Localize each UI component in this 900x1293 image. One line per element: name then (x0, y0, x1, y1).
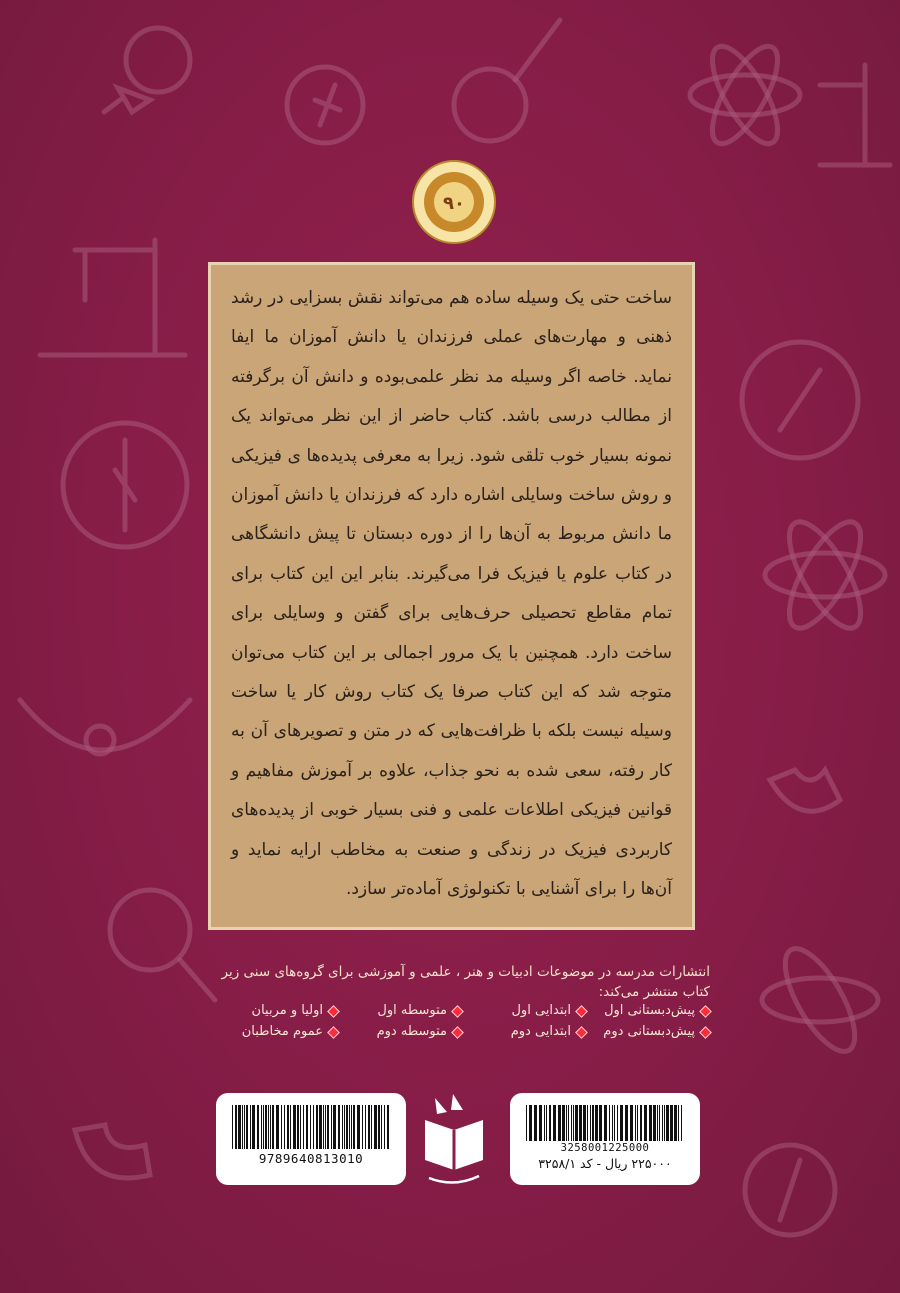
barcode-bar (587, 1105, 588, 1141)
anniversary-badge-icon (412, 160, 496, 244)
barcode-bar (566, 1105, 567, 1141)
barcode-bar (263, 1105, 264, 1149)
atom-icon (690, 37, 800, 152)
barcode-bar (353, 1105, 355, 1149)
lightbulb-icon (104, 28, 190, 112)
barcode-bar (526, 1105, 527, 1141)
barcode-bar (579, 1105, 582, 1141)
barcode-bars (230, 1105, 392, 1149)
barcode-bar (371, 1105, 372, 1149)
barcode-bar (297, 1105, 299, 1149)
barcode-bar (534, 1105, 537, 1141)
diamond-bullet-icon (451, 1005, 464, 1018)
barcode-bar (558, 1105, 561, 1141)
barcode-bar (242, 1105, 243, 1149)
age-group-item: ابتدایی اول (466, 1002, 586, 1020)
barcode-bar (653, 1105, 656, 1141)
atom-icon (762, 939, 878, 1061)
age-group-item: ابتدایی دوم (466, 1023, 586, 1041)
barcode-bar (640, 1105, 642, 1141)
barcode-bar (374, 1105, 377, 1149)
barcode-bar (378, 1105, 380, 1149)
barcode-bar (387, 1105, 389, 1149)
age-group-item: عموم مخاطبان (218, 1023, 338, 1041)
publisher-info-text: انتشارات مدرسه در موضوعات ادبیات و هنر ، علمی و آموزشی برای گروه‌های سنی زیر کتاب منتشر می‌کند: (221, 964, 710, 1000)
barcode-bar (257, 1105, 259, 1149)
age-group-item: پیش‌دبستانی دوم (590, 1023, 710, 1041)
barcode-bar (583, 1105, 586, 1141)
barcode-bar (272, 1105, 274, 1149)
barcode-bar (546, 1105, 547, 1141)
barcode-bar (323, 1105, 324, 1149)
barcode-bar (571, 1105, 572, 1141)
barcode-bar (678, 1105, 679, 1141)
barcode-bar (281, 1105, 282, 1149)
barcode-bar (265, 1105, 267, 1149)
diamond-bullet-icon (451, 1026, 464, 1039)
barcode-bar (244, 1105, 245, 1149)
lab-stand-icon (820, 65, 890, 165)
barcode-bar (625, 1105, 628, 1141)
age-group-list (215, 1002, 710, 1041)
diamond-bullet-icon (699, 1026, 712, 1039)
diamond-bullet-icon (327, 1026, 340, 1039)
compass-icon (745, 1145, 835, 1235)
publisher-logo-icon (415, 1090, 493, 1194)
barcode-bar (681, 1105, 682, 1141)
barcode-bar (620, 1105, 623, 1141)
barcode-bar (368, 1105, 370, 1149)
barcode-bar (338, 1105, 340, 1149)
barcode-bar (287, 1105, 289, 1149)
barcode-bar (232, 1105, 233, 1149)
barcode-bar (674, 1105, 677, 1141)
compass-icon (63, 423, 187, 547)
barcode-bar (351, 1105, 352, 1149)
barcode-bar (609, 1105, 610, 1141)
barcode-bar (662, 1105, 663, 1141)
price-label: ۲۲۵۰۰۰ ریال - کد ۳۲۵۸/۱ (538, 1156, 672, 1171)
barcode-bar (270, 1105, 271, 1149)
barcode-bar (595, 1105, 598, 1141)
barcode-bar (604, 1105, 607, 1141)
barcode-bar (246, 1105, 248, 1149)
isbn-number: 9789640813010 (258, 1151, 364, 1166)
barcode-bar (325, 1105, 326, 1149)
diamond-bullet-icon (575, 1026, 588, 1039)
atom-icon (765, 512, 885, 638)
diamond-bullet-icon (699, 1005, 712, 1018)
barcode-bar (276, 1105, 279, 1149)
age-group-item: پیش‌دبستانی اول (590, 1002, 710, 1020)
barcode-bar (261, 1105, 262, 1149)
barcode-bar (664, 1105, 665, 1141)
barcode-bar (539, 1105, 542, 1141)
barcode-bar (250, 1105, 251, 1149)
barcode-bar (316, 1105, 318, 1149)
barcode-bar (252, 1105, 255, 1149)
magnifier-icon (110, 890, 215, 1000)
barcode-bar (384, 1105, 385, 1149)
barcode-bar (575, 1105, 578, 1141)
barcode-bar (310, 1105, 311, 1149)
barcode-bar (331, 1105, 332, 1149)
barcode-bar (313, 1105, 314, 1149)
compass-icon (287, 67, 363, 143)
barcode-bar (612, 1105, 613, 1141)
barcode-bar (568, 1105, 569, 1141)
barcode-bar (635, 1105, 636, 1141)
barcode-bar (303, 1105, 304, 1149)
magnet-icon (75, 1125, 150, 1178)
barcode-bar (529, 1105, 532, 1141)
anniversary-number: ۹۰ (443, 193, 465, 214)
barcode-bar (637, 1105, 638, 1141)
diamond-bullet-icon (575, 1005, 588, 1018)
barcode-bar (657, 1105, 658, 1141)
age-group-item: متوسطه دوم (342, 1023, 462, 1041)
barcode-bar (306, 1105, 308, 1149)
magnifier-icon (454, 20, 560, 141)
barcode-bar (238, 1105, 241, 1149)
barcode-bar (549, 1105, 551, 1141)
barcode-bar (344, 1105, 345, 1149)
magnet-icon (770, 770, 840, 811)
barcode-bars (524, 1105, 686, 1141)
barcode-bar (268, 1105, 269, 1149)
barcode-bar (381, 1105, 382, 1149)
barcode-bar (599, 1105, 602, 1141)
barcode-bar (630, 1105, 633, 1141)
description-text: ساخت حتی یک وسیله ساده هم می‌تواند نقش بسزایی در رشد ذهنی و مهارت‌های عملی فرزندان یا دانش آموزان ما ایفا نماید. خاصه اگر وسیله مد نظر علمی‌بوده و دانش آن برگرفته از مطالب درسی باشد. کتاب حاضر از این نظر می‌تواند یک نمونه بسیار خوب تلقی شود. زیرا به معرفی پدیده‌ها ی فیزیکی و روش ساخت وسایلی اشاره دارد که فرزندان یا دانش آموزان ما دانش مربوط به آن‌ها را از دوره دبستان تا پیش دانشگاهی در کتاب علوم یا فیزیک فرا می‌گیرند. بنابر این این کتاب برای تمام مقاطع تحصیلی حرف‌هایی برای گفتن و وسایلی برای ساخت دارد. همچنین با یک مرور اجمالی بر این کتاب می‌توان متوجه شد که این کتاب صرفا یک کتاب روش کار یا ساخت وسیله نیست بلکه با ظرافت‌هایی که در متن و تصویرهای آن به کار رفته، سعی شده به نحو جذاب، علاوه بر آموزش مفاهیم و قوانین فیزیکی اطلاعات علمی و فنی بسیار خوبی از پدیده‌های کاربردی فیزیک در زندگی و صنعت به مخاطب ارایه نماید و آن‌ها را برای آشنایی با تکنولوژی آماده‌تر سازد. (231, 288, 672, 900)
barcode-bar (670, 1105, 673, 1141)
barcode-bar (342, 1105, 343, 1149)
price-code-number: 3258001225000 (560, 1142, 650, 1154)
barcode-bar (235, 1105, 237, 1149)
barcode-bar (300, 1105, 301, 1149)
barcode-bar (590, 1105, 591, 1141)
barcode-bar (614, 1105, 615, 1141)
barcode-bar (284, 1105, 285, 1149)
barcode-bar (644, 1105, 647, 1141)
barcode-bar (617, 1105, 618, 1141)
lab-stand-icon (40, 240, 185, 355)
barcode-bar (544, 1105, 545, 1141)
barcode-bar (562, 1105, 565, 1141)
compass-icon (742, 342, 858, 458)
barcode-bar (365, 1105, 366, 1149)
isbn-barcode (216, 1093, 406, 1185)
barcode-bar (290, 1105, 291, 1149)
barcode-bar (553, 1105, 556, 1141)
barcode-bar (362, 1105, 363, 1149)
barcode-bar (666, 1105, 669, 1141)
barcode-bar (349, 1105, 350, 1149)
barcode-bar (346, 1105, 348, 1149)
age-group-item: اولیا و مربیان (218, 1002, 338, 1020)
pendulum-icon (20, 700, 190, 754)
barcode-bar (592, 1105, 594, 1141)
barcode-bar (573, 1105, 574, 1141)
age-group-item: متوسطه اول (342, 1002, 462, 1020)
barcode-bar (649, 1105, 652, 1141)
barcode-bar (357, 1105, 360, 1149)
barcode-bar (327, 1105, 329, 1149)
barcode-bar (293, 1105, 296, 1149)
price-barcode (510, 1093, 700, 1185)
description-panel (208, 262, 695, 930)
barcode-bar (319, 1105, 322, 1149)
diamond-bullet-icon (327, 1005, 340, 1018)
barcode-bar (333, 1105, 336, 1149)
barcode-bar (659, 1105, 660, 1141)
